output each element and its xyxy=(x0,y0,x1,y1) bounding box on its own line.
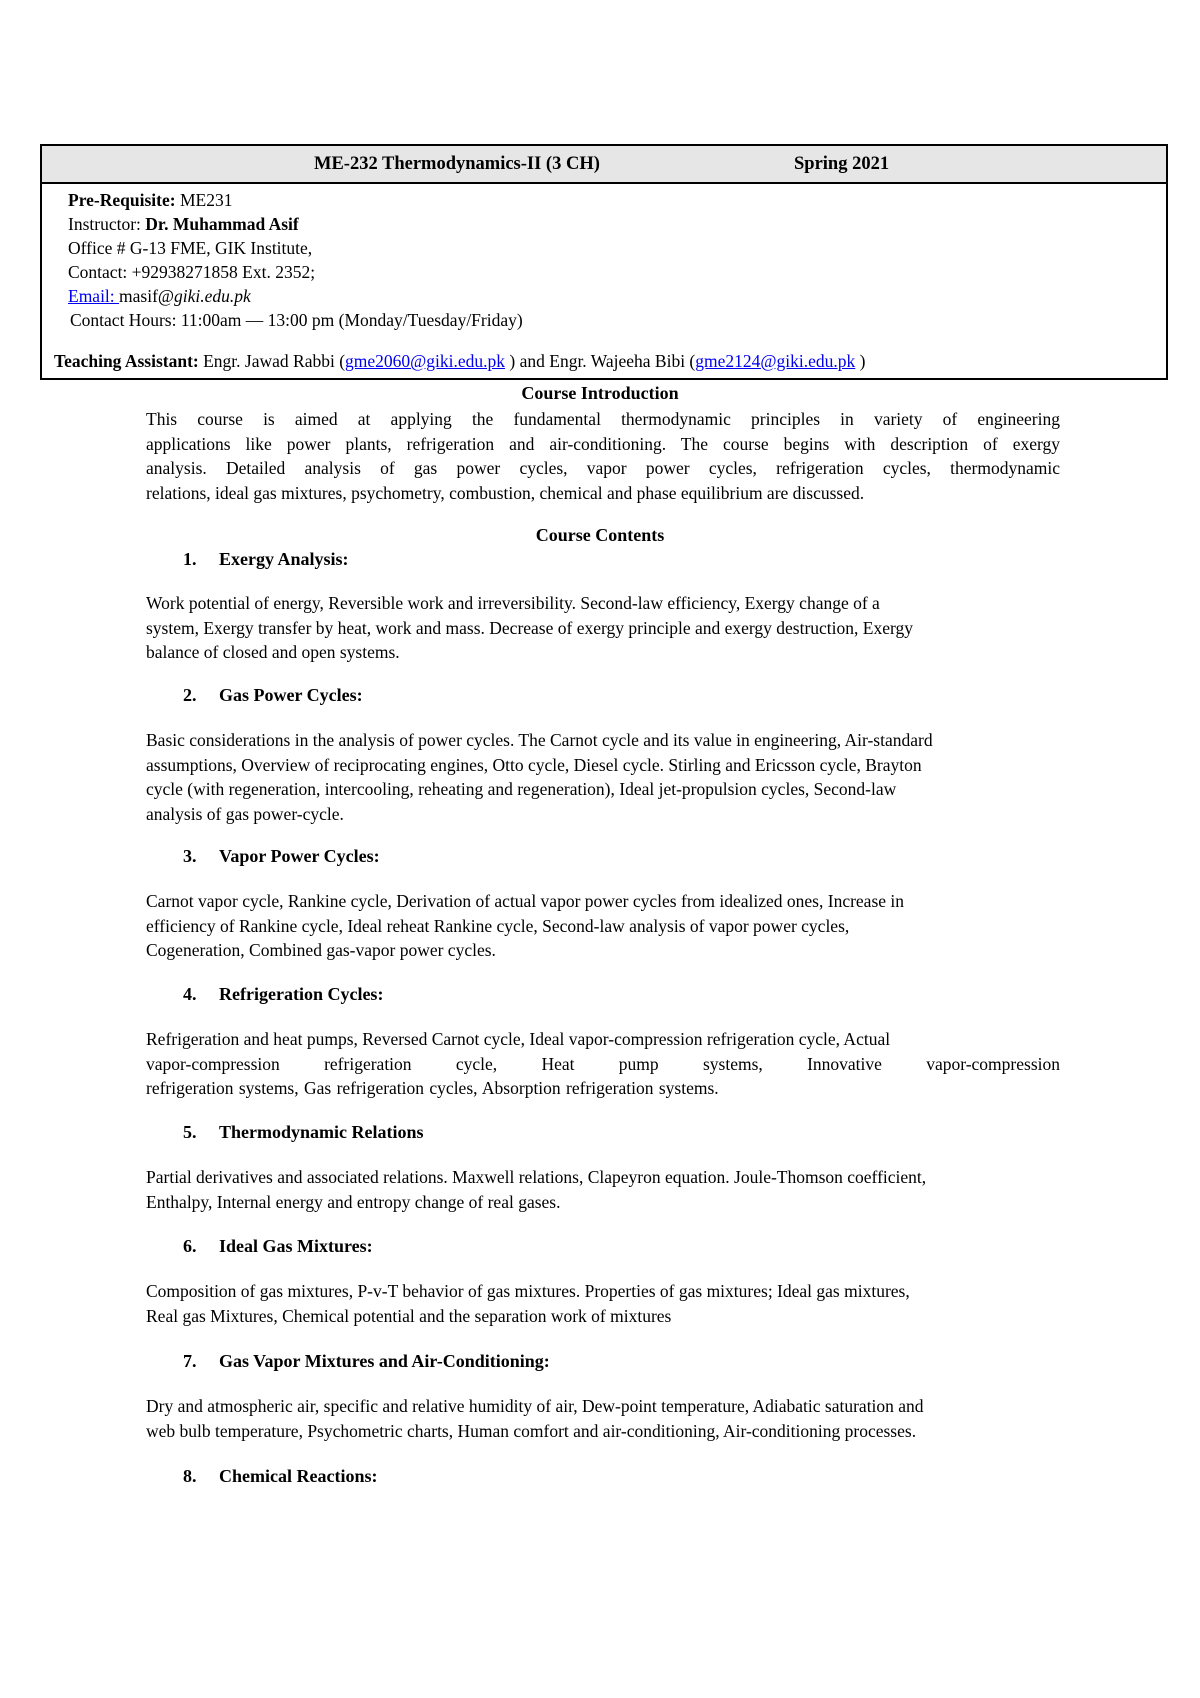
body-line: Carnot vapor cycle, Rankine cycle, Derivation of actual vapor power cycles from idealized ones, Increase in xyxy=(146,891,905,911)
item-number: 6. xyxy=(183,1236,197,1256)
item-title: Ideal Gas Mixtures: xyxy=(219,1236,373,1256)
body-line: Work potential of energy, Reversible work and irreversibility. Second-law efficiency, Exergy change of a xyxy=(146,593,880,613)
instructor-name: Dr. Muhammad Asif xyxy=(145,214,299,234)
content-item-heading xyxy=(183,685,363,706)
item-title: Exergy Analysis: xyxy=(219,549,349,569)
body-line: Enthalpy, Internal energy and entropy change of real gases. xyxy=(146,1191,561,1212)
body-line: refrigeration systems, Gas refrigeration cycles, Absorption refrigeration systems. xyxy=(146,1078,719,1099)
content-item-heading xyxy=(183,1122,424,1143)
ta-text-2: ) and Engr. Wajeeha Bibi ( xyxy=(505,351,696,371)
body-line: efficiency of Rankine cycle, Ideal reheat Rankine cycle, Second-law analysis of vapor power cycles, xyxy=(146,915,850,936)
item-number: 7. xyxy=(183,1351,197,1371)
content-item-body xyxy=(146,1165,1060,1214)
content-item-heading xyxy=(183,984,383,1005)
prereq-label: Pre-Requisite: xyxy=(68,190,176,210)
ta-text-1: Engr. Jawad Rabbi ( xyxy=(198,351,346,371)
course-title-bar xyxy=(42,146,1166,184)
ta-label: Teaching Assistant: xyxy=(54,351,199,371)
intro-line: relations, ideal gas mixtures, psychometry, combustion, chemical and phase equilibrium are discussed. xyxy=(146,482,865,503)
body-line: Basic considerations in the analysis of power cycles. The Carnot cycle and its value in engineering, Air-standard xyxy=(146,730,933,750)
contact-hours-line: Contact Hours: 11:00am — 13:00 pm (Monday/Tuesday/Friday) xyxy=(70,310,523,330)
content-item-body xyxy=(146,889,1060,963)
body-line: cycle (with regeneration, intercooling, reheating and regeneration), Ideal jet-propulsion cycles, Second-law xyxy=(146,779,897,800)
content-item-heading xyxy=(183,1466,377,1487)
contact-line: Contact: +92938271858 Ext. 2352; xyxy=(68,262,316,282)
intro-line: This course is aimed at applying the fundamental thermodynamic principles in variety of engineering xyxy=(146,409,1060,429)
content-item-heading xyxy=(183,1236,373,1257)
body-line: assumptions, Overview of reciprocating engines, Otto cycle, Diesel cycle. Stirling and Ericsson cycle, Brayton xyxy=(146,754,922,775)
course-header-box xyxy=(40,144,1168,380)
body-line: vapor-compression refrigeration cycle, Heat pump systems, Innovative vapor-compression xyxy=(146,1053,1060,1074)
ta-email-1-link[interactable]: gme2060@giki.edu.pk xyxy=(345,351,506,371)
body-line: web bulb temperature, Psychometric charts, Human comfort and air-conditioning, Air-conditioning processes. xyxy=(146,1420,917,1441)
content-item-body xyxy=(146,1279,1060,1328)
email-label-link[interactable]: Email: xyxy=(68,286,120,306)
item-number: 1. xyxy=(183,549,197,569)
item-title: Thermodynamic Relations xyxy=(219,1122,424,1142)
body-line: Partial derivatives and associated relations. Maxwell relations, Clapeyron equation. Joule-Thomson coefficient, xyxy=(146,1167,927,1187)
item-title: Vapor Power Cycles: xyxy=(219,846,380,866)
body-line: system, Exergy transfer by heat, work and mass. Decrease of exergy principle and exergy destruction, Exergy xyxy=(146,617,914,638)
office-line: Office # G-13 FME, GIK Institute, xyxy=(68,238,313,258)
prereq-value: ME231 xyxy=(175,190,233,210)
content-item-body xyxy=(146,591,1060,665)
body-line: Dry and atmospheric air, specific and relative humidity of air, Dew-point temperature, Adiabatic saturation and xyxy=(146,1396,924,1416)
semester: Spring 2021 xyxy=(794,154,890,174)
item-title: Refrigeration Cycles: xyxy=(219,984,384,1004)
content-item-heading xyxy=(183,1351,550,1372)
body-line: Refrigeration and heat pumps, Reversed Carnot cycle, Ideal vapor-compression refrigeration cycle, Actual xyxy=(146,1029,891,1049)
content-item-heading xyxy=(183,846,380,867)
ta-text-3: ) xyxy=(855,351,866,371)
course-introduction-heading: Course Introduction xyxy=(521,383,679,403)
body-line: Composition of gas mixtures, P-v-T behavior of gas mixtures. Properties of gas mixtures; Ideal gas mixtures, xyxy=(146,1281,910,1301)
item-number: 8. xyxy=(183,1466,197,1486)
body-line: Cogeneration, Combined gas-vapor power cycles. xyxy=(146,940,496,961)
course-introduction-text xyxy=(146,407,1060,505)
intro-line: analysis. Detailed analysis of gas power cycles, vapor power cycles, refrigeration cycles, thermodynamic xyxy=(146,458,1060,479)
ta-email-2-link[interactable]: gme2124@giki.edu.pk xyxy=(695,351,856,371)
instructor-line xyxy=(68,212,299,236)
item-title: Gas Power Cycles: xyxy=(219,685,363,705)
instructor-label: Instructor: xyxy=(68,214,146,234)
body-line: analysis of gas power-cycle. xyxy=(146,803,344,824)
course-title: ME-232 Thermodynamics-II (3 CH) xyxy=(314,154,600,174)
item-number: 4. xyxy=(183,984,197,1004)
item-title: Chemical Reactions: xyxy=(219,1466,378,1486)
teaching-assistant-line xyxy=(54,349,865,373)
email-domain: giki.edu.pk xyxy=(174,286,251,306)
course-contents-heading: Course Contents xyxy=(535,525,665,545)
prerequisite-line xyxy=(68,188,232,212)
item-number: 2. xyxy=(183,685,197,705)
body-line: balance of closed and open systems. xyxy=(146,642,400,663)
content-item-heading xyxy=(183,549,349,570)
email-user: masif@ xyxy=(119,286,175,306)
item-number: 3. xyxy=(183,846,197,866)
item-title: Gas Vapor Mixtures and Air-Conditioning: xyxy=(219,1351,550,1371)
content-item-body xyxy=(146,728,1060,826)
body-line: Real gas Mixtures, Chemical potential and the separation work of mixtures xyxy=(146,1305,672,1326)
content-item-body xyxy=(146,1027,1060,1101)
email-line xyxy=(68,284,251,308)
content-item-body xyxy=(146,1394,1060,1443)
item-number: 5. xyxy=(183,1122,197,1142)
intro-line: applications like power plants, refrigeration and air-conditioning. The course begins with description of exergy xyxy=(146,433,1060,454)
